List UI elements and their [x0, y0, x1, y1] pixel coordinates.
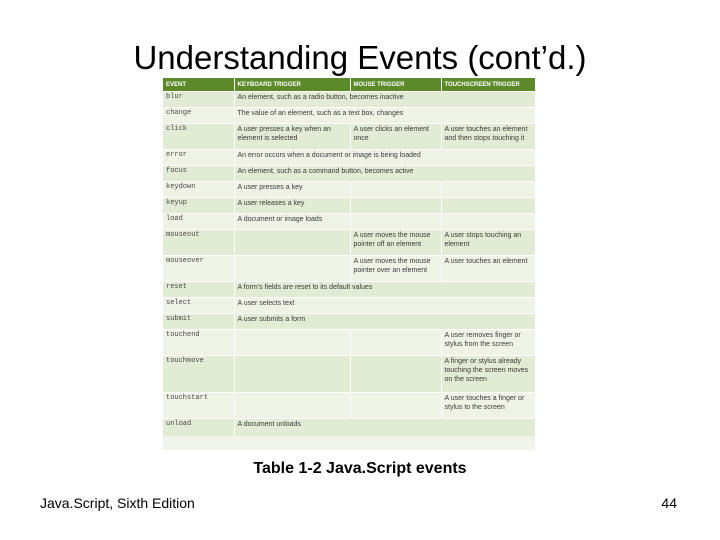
mouse-trigger-cell: A user clicks an element once	[350, 124, 441, 150]
event-name-cell: touchend	[163, 330, 234, 356]
mouse-trigger-cell	[350, 198, 441, 214]
touch-trigger-cell: A user touches a finger or stylus to the screen	[441, 393, 535, 419]
column-header-touch: TOUCHSCREEN TRIGGER	[441, 78, 535, 92]
touch-trigger-cell: A user touches an element and then stops touching it	[441, 124, 535, 150]
touch-trigger-cell	[441, 182, 535, 198]
table-row	[163, 124, 535, 150]
mouse-trigger-cell	[350, 393, 441, 419]
table-row	[163, 314, 535, 330]
table-row	[163, 150, 535, 166]
event-name-cell: touchmove	[163, 356, 234, 393]
mouse-trigger-cell	[350, 182, 441, 198]
column-header-event: EVENT	[163, 78, 234, 92]
table-row	[163, 214, 535, 230]
table-row	[163, 419, 535, 436]
event-name-cell: error	[163, 150, 234, 166]
event-name-cell: blur	[163, 92, 234, 108]
keyboard-trigger-cell	[234, 356, 350, 393]
keyboard-trigger-cell: An element, such as a radio button, becomes inactive	[234, 92, 535, 108]
keyboard-trigger-cell: A document or image loads	[234, 214, 350, 230]
column-header-keyboard: KEYBOARD TRIGGER	[234, 78, 350, 92]
table-row	[163, 298, 535, 314]
touch-trigger-cell: A user stops touching an element	[441, 230, 535, 256]
keyboard-trigger-cell: A user submits a form	[234, 314, 535, 330]
touch-trigger-cell: A user touches an element	[441, 256, 535, 282]
table-row	[163, 282, 535, 298]
keyboard-trigger-cell: A user presses a key	[234, 182, 350, 198]
touch-trigger-cell: A finger or stylus already touching the screen moves on the screen	[441, 356, 535, 393]
events-table	[163, 78, 536, 436]
keyboard-trigger-cell: A form’s fields are reset to its default values	[234, 282, 535, 298]
event-name-cell: keydown	[163, 182, 234, 198]
event-name-cell: reset	[163, 282, 234, 298]
keyboard-trigger-cell: A document unloads	[234, 419, 535, 436]
touch-trigger-cell: A user removes finger or stylus from the screen	[441, 330, 535, 356]
keyboard-trigger-cell: A user selects text	[234, 298, 535, 314]
event-name-cell: keyup	[163, 198, 234, 214]
table-row	[163, 393, 535, 419]
table-row	[163, 356, 535, 393]
event-name-cell: change	[163, 108, 234, 124]
table-body	[163, 92, 535, 436]
page-number: 44	[661, 495, 677, 511]
table-row	[163, 256, 535, 282]
keyboard-trigger-cell: An element, such as a command button, becomes active	[234, 166, 535, 182]
keyboard-trigger-cell: A user presses a key when an element is selected	[234, 124, 350, 150]
mouse-trigger-cell	[350, 214, 441, 230]
mouse-trigger-cell	[350, 356, 441, 393]
slide-title: Understanding Events (cont’d.)	[133, 39, 587, 76]
table-header-row	[163, 78, 535, 92]
table-row	[163, 182, 535, 198]
table-row	[163, 230, 535, 256]
events-table-image	[163, 78, 535, 450]
event-name-cell: select	[163, 298, 234, 314]
keyboard-trigger-cell	[234, 256, 350, 282]
keyboard-trigger-cell	[234, 330, 350, 356]
event-name-cell: click	[163, 124, 234, 150]
table-row	[163, 92, 535, 108]
keyboard-trigger-cell: A user releases a key	[234, 198, 350, 214]
footer-book-title: Java.Script, Sixth Edition	[40, 495, 195, 511]
table-row	[163, 198, 535, 214]
table-caption: Table 1-2 Java.Script events	[253, 460, 467, 477]
table-row	[163, 166, 535, 182]
keyboard-trigger-cell: The value of an element, such as a text box, changes	[234, 108, 535, 124]
keyboard-trigger-cell	[234, 230, 350, 256]
event-name-cell: mouseout	[163, 230, 234, 256]
keyboard-trigger-cell: An error occurs when a document or image is being loaded	[234, 150, 535, 166]
event-name-cell: submit	[163, 314, 234, 330]
table-row	[163, 108, 535, 124]
touch-trigger-cell	[441, 214, 535, 230]
keyboard-trigger-cell	[234, 393, 350, 419]
mouse-trigger-cell: A user moves the mouse pointer off an element	[350, 230, 441, 256]
event-name-cell: touchstart	[163, 393, 234, 419]
mouse-trigger-cell	[350, 330, 441, 356]
event-name-cell: mouseover	[163, 256, 234, 282]
mouse-trigger-cell: A user moves the mouse pointer over an element	[350, 256, 441, 282]
event-name-cell: focus	[163, 166, 234, 182]
column-header-mouse: MOUSE TRIGGER	[350, 78, 441, 92]
touch-trigger-cell	[441, 198, 535, 214]
event-name-cell: load	[163, 214, 234, 230]
table-row	[163, 330, 535, 356]
event-name-cell: unload	[163, 419, 234, 436]
